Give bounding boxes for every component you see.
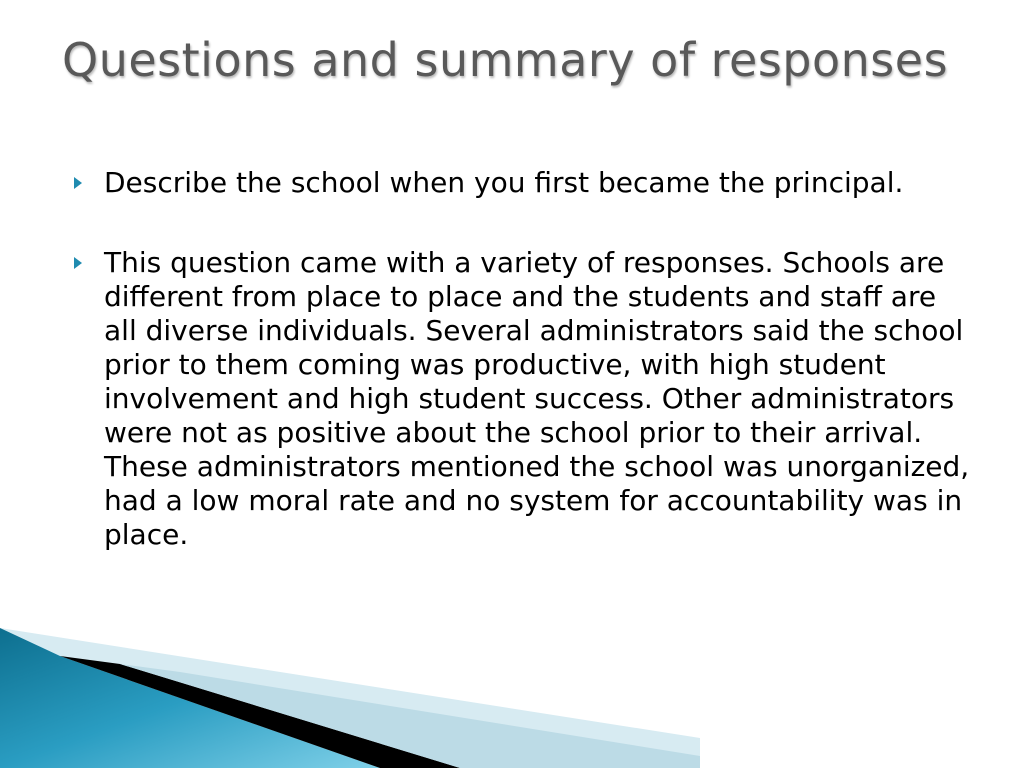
triangle-right-icon xyxy=(74,257,82,269)
bullet-item-question xyxy=(74,166,974,200)
triangle-right-icon xyxy=(74,177,82,189)
bullet-item-response-summary xyxy=(74,246,974,552)
bullet-list xyxy=(74,166,974,598)
bullet-text: This question came with a variety of responses. Schools are different from place to place and the students and staff are all diverse individuals. Several administrators said the school prior to them coming was productive, with high student involvement and high student success. Other administrators were not as positive about the school prior to their arrival. These administrators mentioned the school was unorganized, had a low moral rate and no system for accountability was in place. xyxy=(104,246,970,551)
corner-decoration xyxy=(0,628,700,768)
slide-title: Questions and summary of responses xyxy=(62,33,949,87)
bullet-text: Describe the school when you first became the principal. xyxy=(104,166,904,199)
